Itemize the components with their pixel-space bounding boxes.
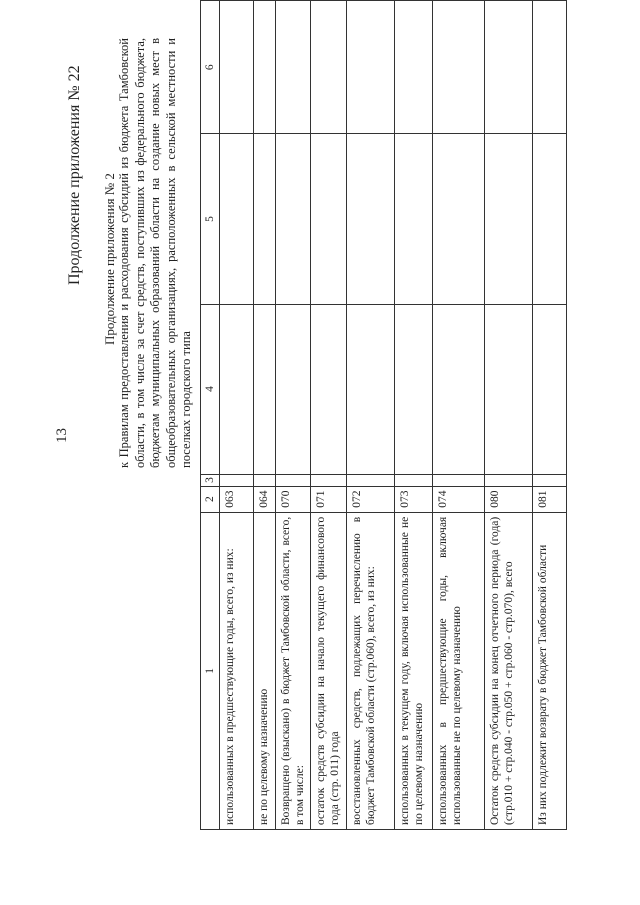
empty-cell bbox=[276, 1, 311, 135]
empty-cell bbox=[220, 474, 254, 486]
row-label: Возвращено (взыскано) в бюджет Тамбовской области, всего, в том числе: bbox=[276, 512, 311, 829]
row-label: использованных в предшествующие годы, всего, из них: bbox=[220, 512, 254, 829]
row-label: не по целевому назначению bbox=[254, 512, 276, 829]
row-code: 080 bbox=[485, 486, 533, 512]
empty-cell bbox=[254, 304, 276, 474]
empty-cell bbox=[347, 1, 395, 135]
page-number: 13 bbox=[54, 428, 70, 443]
empty-cell bbox=[254, 134, 276, 304]
empty-cell bbox=[311, 1, 347, 135]
continuation-title: Продолжение приложения № 22 bbox=[66, 65, 83, 285]
empty-cell bbox=[533, 134, 567, 304]
empty-cell bbox=[533, 1, 567, 135]
empty-cell bbox=[485, 1, 533, 135]
column-header: 2 bbox=[201, 486, 220, 512]
empty-cell bbox=[395, 304, 433, 474]
row-label: остаток средств субсидии на начало текущего финансового года (стр. 011) года bbox=[311, 512, 347, 829]
row-label: Остаток средств субсидии на конец отчетного периода (года) (стр.010 + стр.040 - стр.050 + стр.060 - стр.070), всего bbox=[485, 512, 533, 829]
column-header: 5 bbox=[201, 134, 220, 304]
empty-cell bbox=[220, 1, 254, 135]
table-row bbox=[347, 1, 395, 830]
empty-cell bbox=[485, 304, 533, 474]
row-label: Из них подлежит возврату в бюджет Тамбовской области bbox=[533, 512, 567, 829]
empty-cell bbox=[311, 134, 347, 304]
empty-cell bbox=[220, 304, 254, 474]
empty-cell bbox=[220, 134, 254, 304]
row-code: 063 bbox=[220, 486, 254, 512]
row-label: восстановленных средств, подлежащих перечислению в бюджет Тамбовской области (стр.060), всего, из них: bbox=[347, 512, 395, 829]
empty-cell bbox=[533, 304, 567, 474]
empty-cell bbox=[485, 134, 533, 304]
empty-cell bbox=[254, 1, 276, 135]
row-code: 081 bbox=[533, 486, 567, 512]
column-header: 6 bbox=[201, 1, 220, 135]
table-row bbox=[485, 1, 533, 830]
row-code: 064 bbox=[254, 486, 276, 512]
table-row bbox=[533, 1, 567, 830]
row-code: 073 bbox=[395, 486, 433, 512]
row-code: 072 bbox=[347, 486, 395, 512]
continuation-subtitle: Продолжение приложения № 2 bbox=[102, 173, 117, 345]
table-row bbox=[433, 1, 485, 830]
row-label: использованных в текущем году, включая использованные не по целевому назначению bbox=[395, 512, 433, 829]
empty-cell bbox=[433, 1, 485, 135]
table-row bbox=[395, 1, 433, 830]
rules-reference-text: к Правилам предоставления и расходования субсидий из бюджета Тамбовской области, в том числе за счет средств, поступивших из федерального бюджета, бюджетам муниципальных образований области на создание новых мест в общеобразовательных организациях, расположенных в сельской местности и поселках городского типа bbox=[117, 38, 193, 468]
row-code: 074 bbox=[433, 486, 485, 512]
column-header: 1 bbox=[201, 512, 220, 829]
empty-cell bbox=[485, 474, 533, 486]
subsidy-report-table bbox=[200, 0, 567, 830]
empty-cell bbox=[533, 474, 567, 486]
column-header: 3 bbox=[201, 474, 220, 486]
table-row bbox=[276, 1, 311, 830]
empty-cell bbox=[395, 1, 433, 135]
row-code: 071 bbox=[311, 486, 347, 512]
table-row bbox=[311, 1, 347, 830]
empty-cell bbox=[276, 474, 311, 486]
empty-cell bbox=[347, 304, 395, 474]
empty-cell bbox=[254, 474, 276, 486]
empty-cell bbox=[433, 304, 485, 474]
table-row bbox=[254, 1, 276, 830]
empty-cell bbox=[347, 134, 395, 304]
empty-cell bbox=[276, 134, 311, 304]
table-header-row bbox=[201, 1, 220, 830]
row-code: 070 bbox=[276, 486, 311, 512]
empty-cell bbox=[395, 134, 433, 304]
empty-cell bbox=[311, 474, 347, 486]
empty-cell bbox=[395, 474, 433, 486]
empty-cell bbox=[433, 474, 485, 486]
table-row bbox=[220, 1, 254, 830]
column-header: 4 bbox=[201, 304, 220, 474]
empty-cell bbox=[311, 304, 347, 474]
empty-cell bbox=[347, 474, 395, 486]
row-label: использованных в предшествующие годы, включая использованные не по целевому назначению bbox=[433, 512, 485, 829]
empty-cell bbox=[433, 134, 485, 304]
empty-cell bbox=[276, 304, 311, 474]
